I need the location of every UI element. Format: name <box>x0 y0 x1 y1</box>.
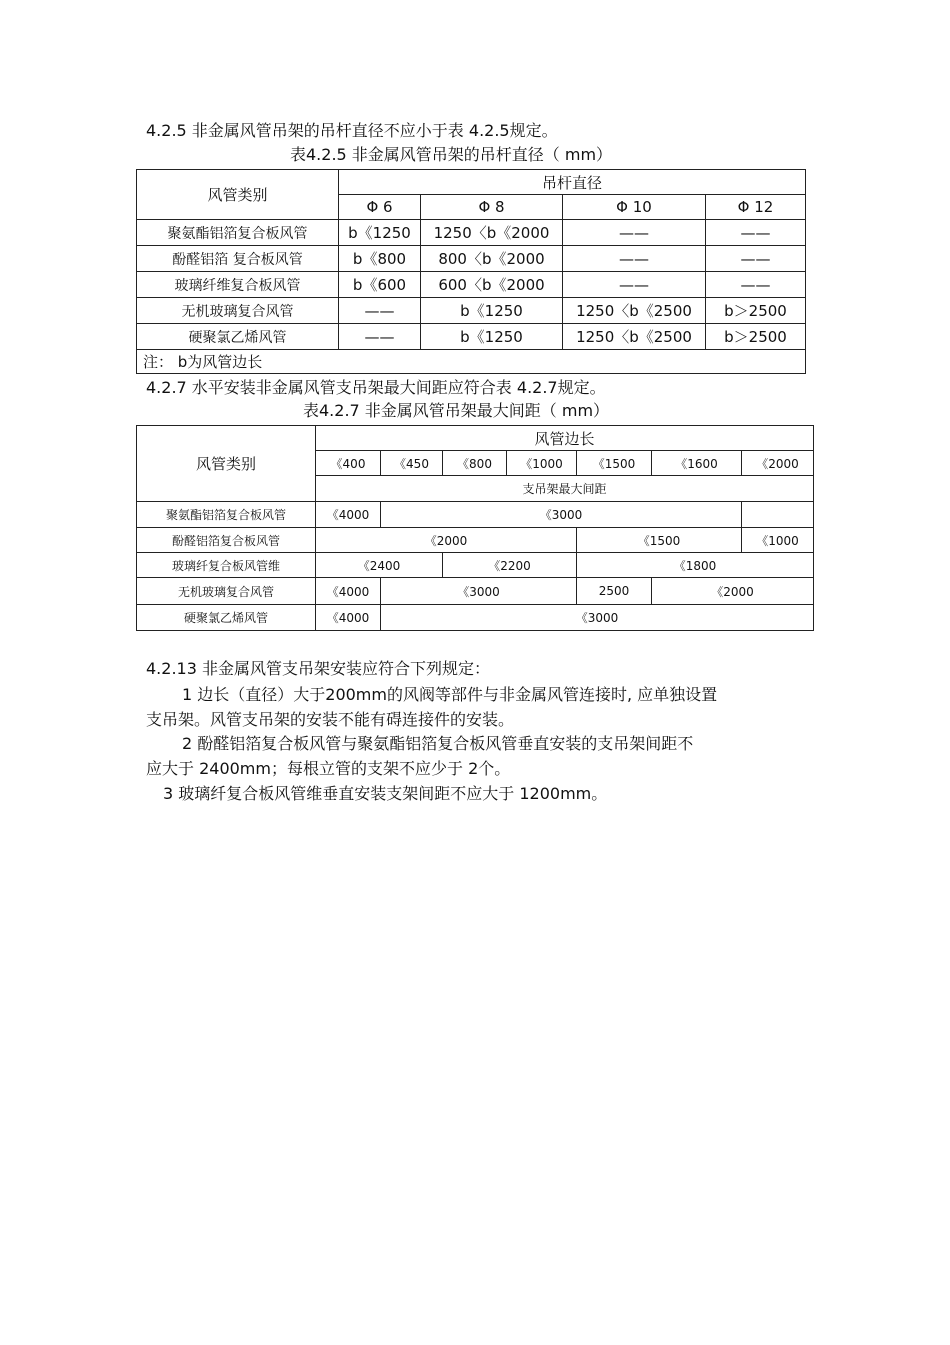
value-cell: 600〈b《2000 <box>421 272 563 298</box>
value-cell: b《800 <box>339 246 421 272</box>
value-cell: 《1000 <box>742 528 814 553</box>
category-header: 风管类别 <box>137 170 339 220</box>
value-cell: b《600 <box>339 272 421 298</box>
value-cell: 1250〈b《2000 <box>421 220 563 246</box>
edge-header: 《800 <box>443 451 507 476</box>
category-cell: 玻璃纤复合板风管维 <box>137 553 316 578</box>
duct-edge-header: 风管边长 <box>316 426 814 451</box>
value-cell: b＞2500 <box>706 324 806 350</box>
value-cell: 《3000 <box>381 502 742 528</box>
edge-header: 《450 <box>381 451 443 476</box>
value-cell: 《3000 <box>381 605 814 631</box>
table-row <box>137 246 806 272</box>
value-cell: —— <box>563 246 706 272</box>
edge-header: 《2000 <box>742 451 814 476</box>
hanger-rod-diameter-table <box>136 169 806 374</box>
table-4-2-7-caption: 表4.2.7 非金属风管吊架最大间距（ mm） <box>303 401 610 420</box>
value-cell: b《1250 <box>339 220 421 246</box>
diameter-header: Φ 12 <box>706 195 806 220</box>
diameter-header: Φ 6 <box>339 195 421 220</box>
value-cell: 《4000 <box>316 578 381 605</box>
value-cell: 《2000 <box>652 578 814 605</box>
value-cell: —— <box>339 298 421 324</box>
value-cell: —— <box>706 272 806 298</box>
value-cell: —— <box>706 246 806 272</box>
value-cell: 《2000 <box>316 528 577 553</box>
value-cell: 《2400 <box>316 553 443 578</box>
category-cell: 聚氨酯铝箔复合板风管 <box>137 502 316 528</box>
item-1-line-1: 1 边长（直径）大于200mm的风阀等部件与非金属风管连接时, 应单独设置 <box>182 685 718 704</box>
edge-header: 《1600 <box>652 451 742 476</box>
value-cell: b＞2500 <box>706 298 806 324</box>
item-1-line-2: 支吊架。风管支吊架的安装不能有碍连接件的安装。 <box>146 710 515 729</box>
table-4-2-5-caption: 表4.2.5 非金属风管吊架的吊杆直径（ mm） <box>290 145 613 164</box>
edge-header: 《400 <box>316 451 381 476</box>
value-cell: 《3000 <box>381 578 577 605</box>
category-header: 风管类别 <box>137 426 316 502</box>
value-cell: 《1800 <box>577 553 814 578</box>
section-4-2-13-title: 4.2.13 非金属风管支吊架安装应符合下列规定： <box>146 659 490 678</box>
table-row <box>137 272 806 298</box>
item-3-line: 3 玻璃纤复合板风管维垂直安装支架间距不应大于 1200mm。 <box>163 784 608 803</box>
rod-diameter-header: 吊杆直径 <box>339 170 806 195</box>
table-row <box>137 298 806 324</box>
value-cell: b《1250 <box>421 298 563 324</box>
value-cell: 《4000 <box>316 605 381 631</box>
value-cell: —— <box>339 324 421 350</box>
category-cell: 聚氨酯铝箔复合板风管 <box>137 220 339 246</box>
table-row <box>137 528 814 553</box>
value-cell: —— <box>563 220 706 246</box>
category-cell: 无机玻璃复合风管 <box>137 298 339 324</box>
table-row <box>137 220 806 246</box>
item-2-line-1: 2 酚醛铝箔复合板风管与聚氨酯铝箔复合板风管垂直安装的支吊架间距不 <box>182 734 694 753</box>
category-cell: 酚醛铝箔复合板风管 <box>137 528 316 553</box>
diameter-header: Φ 8 <box>421 195 563 220</box>
category-cell: 硬聚氯乙烯风管 <box>137 605 316 631</box>
section-4-2-7-text: 4.2.7 水平安装非金属风管支吊架最大间距应符合表 4.2.7规定。 <box>146 378 606 397</box>
value-cell: 1250〈b《2500 <box>563 298 706 324</box>
section-4-2-5-text: 4.2.5 非金属风管吊架的吊杆直径不应小于表 4.2.5规定。 <box>146 121 558 140</box>
category-cell: 玻璃纤维复合板风管 <box>137 272 339 298</box>
item-2-line-2: 应大于 2400mm；每根立管的支架不应少于 2个。 <box>146 759 511 778</box>
category-cell: 酚醛铝箔 复合板风管 <box>137 246 339 272</box>
category-cell: 无机玻璃复合风管 <box>137 578 316 605</box>
table-row <box>137 502 814 528</box>
empty-cell <box>742 502 814 528</box>
edge-header: 《1500 <box>577 451 652 476</box>
category-cell: 硬聚氯乙烯风管 <box>137 324 339 350</box>
max-spacing-table <box>136 425 814 631</box>
table-note: 注： b为风管边长 <box>137 350 806 374</box>
table-row <box>137 553 814 578</box>
value-cell: 《4000 <box>316 502 381 528</box>
value-cell: 800〈b《2000 <box>421 246 563 272</box>
table-row <box>137 324 806 350</box>
diameter-header: Φ 10 <box>563 195 706 220</box>
value-cell: 1250〈b《2500 <box>563 324 706 350</box>
value-cell: b《1250 <box>421 324 563 350</box>
table-row <box>137 578 814 605</box>
value-cell: —— <box>706 220 806 246</box>
edge-header: 《1000 <box>507 451 577 476</box>
value-cell: 2500 <box>577 578 652 605</box>
value-cell: 《2200 <box>443 553 577 578</box>
table-row <box>137 605 814 631</box>
value-cell: —— <box>563 272 706 298</box>
value-cell: 《1500 <box>577 528 742 553</box>
max-spacing-subheader: 支吊架最大间距 <box>316 476 814 502</box>
